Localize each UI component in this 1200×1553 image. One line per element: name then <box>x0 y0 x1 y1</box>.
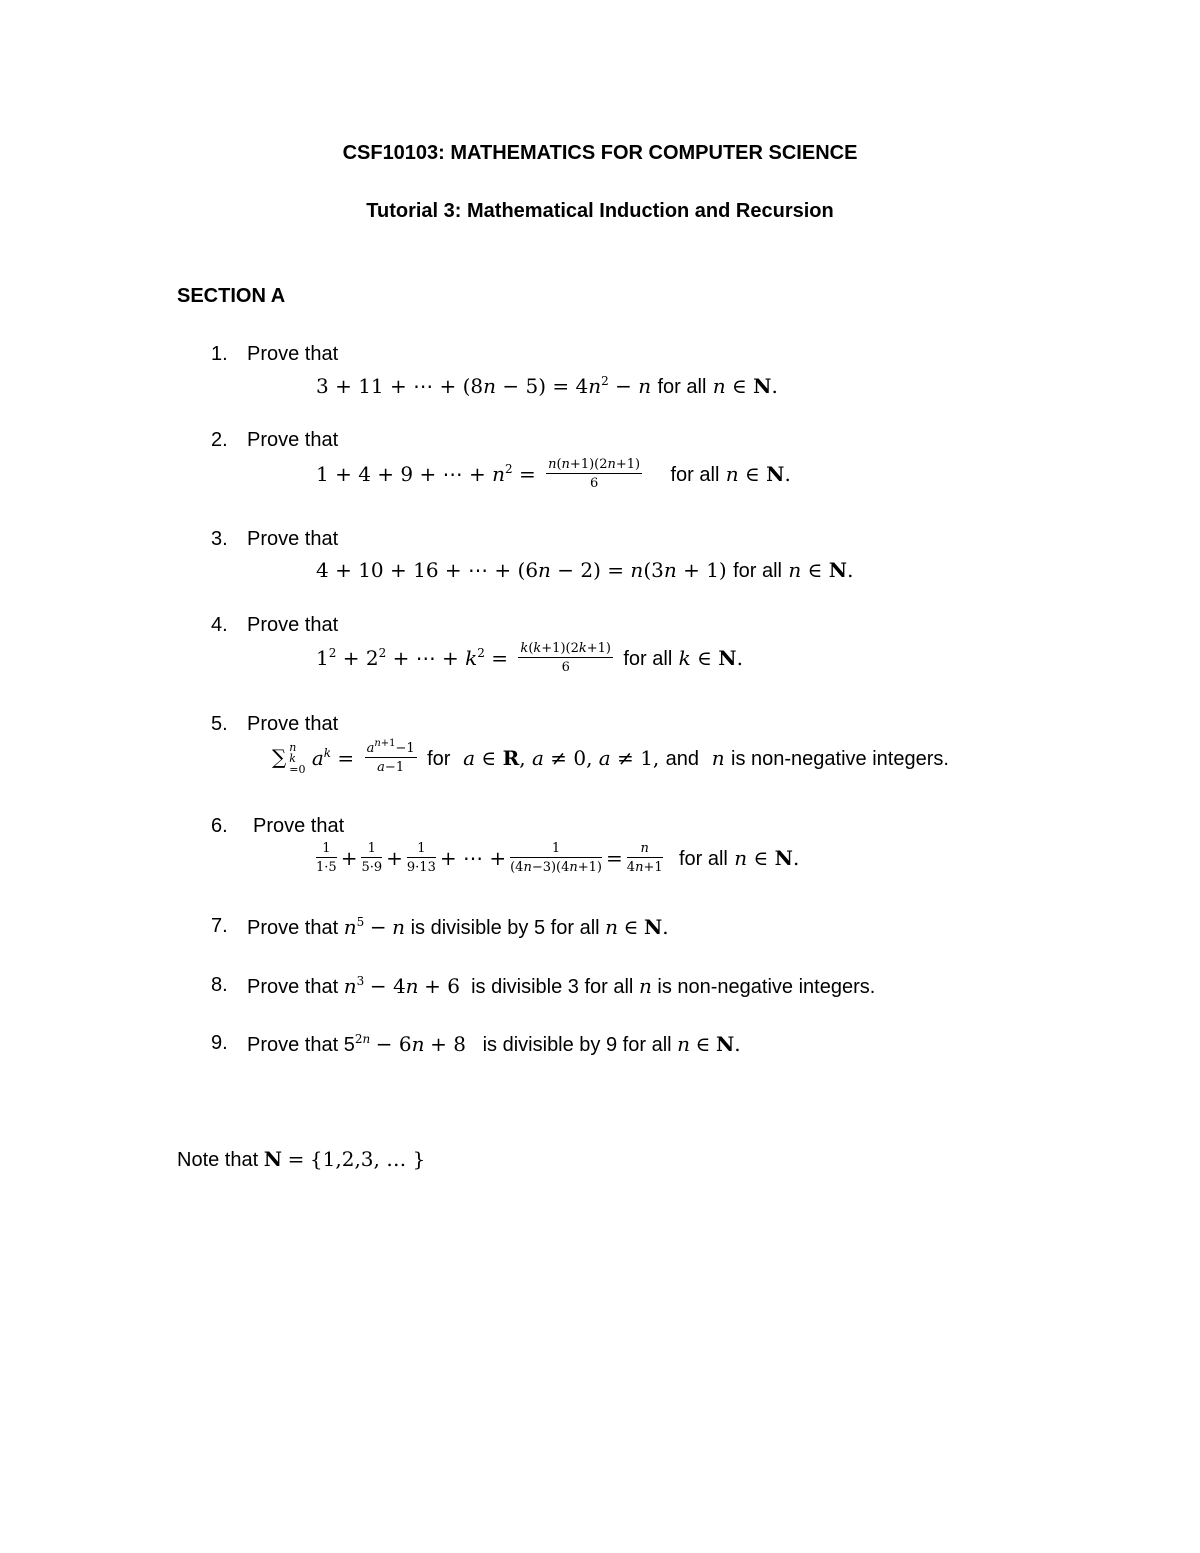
question-5-number: 5. <box>211 713 228 735</box>
for-all-text: for all <box>623 647 673 670</box>
for-all-text: for all <box>657 376 707 398</box>
question-5-equation: ∑ n k =0 $a^k$ = $\frac{a^{n+1}-1}{a-1}$ for a ∈ R, a ≠ 0, a ≠ 1, and n is non-negative integers. <box>272 738 949 776</box>
divisible-by-5-text: is divisible by 5 for all <box>410 917 600 939</box>
question-7-statement: Prove that $n^5 - n$ is divisible by 5 for all n ∈ N. <box>247 915 669 939</box>
question-3-equation: 4 + 10 + 16 + ⋯ + (6n − 2) = n(3n + 1) for all n ∈ N. <box>316 558 854 582</box>
question-1-equation: 3 + 11 + ⋯ + $(8n - 5) = 4n^2 - n$ for all n ∈ N. <box>316 374 778 398</box>
question-2-equation: 1 + 4 + 9 + ⋯ + $n^2$ = $\frac{n(n+1)(2n+1)}{6}$ for all n ∈ N. <box>316 457 791 491</box>
tutorial-title: Tutorial 3: Mathematical Induction and Recursion <box>366 200 834 222</box>
question-9-statement: Prove that $5^{2n} - 6n + 8$ is divisible by 9 for all n ∈ N. <box>247 1032 741 1056</box>
question-6-number: 6. <box>211 815 228 837</box>
fraction-result: $\frac{n}{4n+1}$ <box>626 841 663 875</box>
section-heading: SECTION A <box>177 285 286 307</box>
natural-number-set: {1,2,3, … } <box>309 1147 426 1171</box>
question-2-number: 2. <box>211 429 228 451</box>
question-4-number: 4. <box>211 614 228 636</box>
non-negative-text: is non-negative integers. <box>731 747 949 770</box>
question-9-label: Prove that <box>247 1034 339 1056</box>
fraction-1-over-1x5: $\frac{1}{1\cdot 5}$ <box>316 841 337 875</box>
question-4-equation: $1^2 + 2^2$ + ⋯ + $k^2$ = $\frac{k(k+1)(2k+1)}{6}$ for all k ∈ N. <box>316 641 743 675</box>
question-5-label: Prove that <box>247 713 339 735</box>
fraction-1-over-5x9: $\frac{1}{5\cdot 9}$ <box>361 841 383 875</box>
question-7-number: 7. <box>211 915 228 937</box>
fraction-general-term: $\frac{1}{(4n-3)(4n+1)}$ <box>510 841 603 875</box>
note-prefix: Note that <box>177 1149 259 1171</box>
course-title: CSF10103: MATHEMATICS FOR COMPUTER SCIENCE <box>342 142 858 164</box>
question-2-fraction: $\frac{n(n+1)(2n+1)}{6}$ <box>548 457 641 491</box>
fraction-1-over-9x13: $\frac{1}{9\cdot 13}$ <box>406 841 436 875</box>
for-all-text: for all <box>670 463 720 486</box>
question-8-statement: Prove that $n^3 - 4n + 6$ is divisible 3 for all n is non-negative integers. <box>247 974 876 998</box>
divisible-3-text: is divisible 3 for all <box>471 976 634 998</box>
question-3-number: 3. <box>211 528 228 550</box>
divisible-by-9-text: is divisible by 9 for all <box>482 1034 672 1056</box>
note-line: Note that N = {1,2,3, … } <box>177 1147 426 1171</box>
question-4-fraction: $\frac{k(k+1)(2k+1)}{6}$ <box>520 641 611 675</box>
question-4-label: Prove that <box>247 614 339 636</box>
for-text: for <box>427 747 451 770</box>
question-9-number: 9. <box>211 1032 228 1054</box>
question-8-label: Prove that <box>247 976 339 998</box>
question-1-label: Prove that <box>247 343 339 365</box>
question-8-number: 8. <box>211 974 228 996</box>
and-text: and <box>665 747 700 770</box>
question-7-label: Prove that <box>247 917 339 939</box>
question-3-label: Prove that <box>247 528 339 550</box>
summation-symbol: ∑ n k =0 <box>272 740 306 776</box>
question-2-label: Prove that <box>247 429 339 451</box>
question-6-equation: $\frac{1}{1\cdot 5}$ + $\frac{1}{5\cdot 9}$ + $\frac{1}{9\cdot 13}$ + ⋯ + $\frac{1}{(4n-3)(4n+1)}$ = $\frac{n}{4n+1}$ for all n ∈ N. <box>316 841 800 875</box>
question-5-fraction: $\frac{a^{n+1}-1}{a-1}$ <box>366 738 415 775</box>
question-6-label: Prove that <box>253 815 345 837</box>
question-1-number: 1. <box>211 343 228 365</box>
non-negative-text: is non-negative integers. <box>657 976 876 998</box>
for-all-text: for all <box>678 847 728 870</box>
for-all-text: for all <box>733 560 782 582</box>
